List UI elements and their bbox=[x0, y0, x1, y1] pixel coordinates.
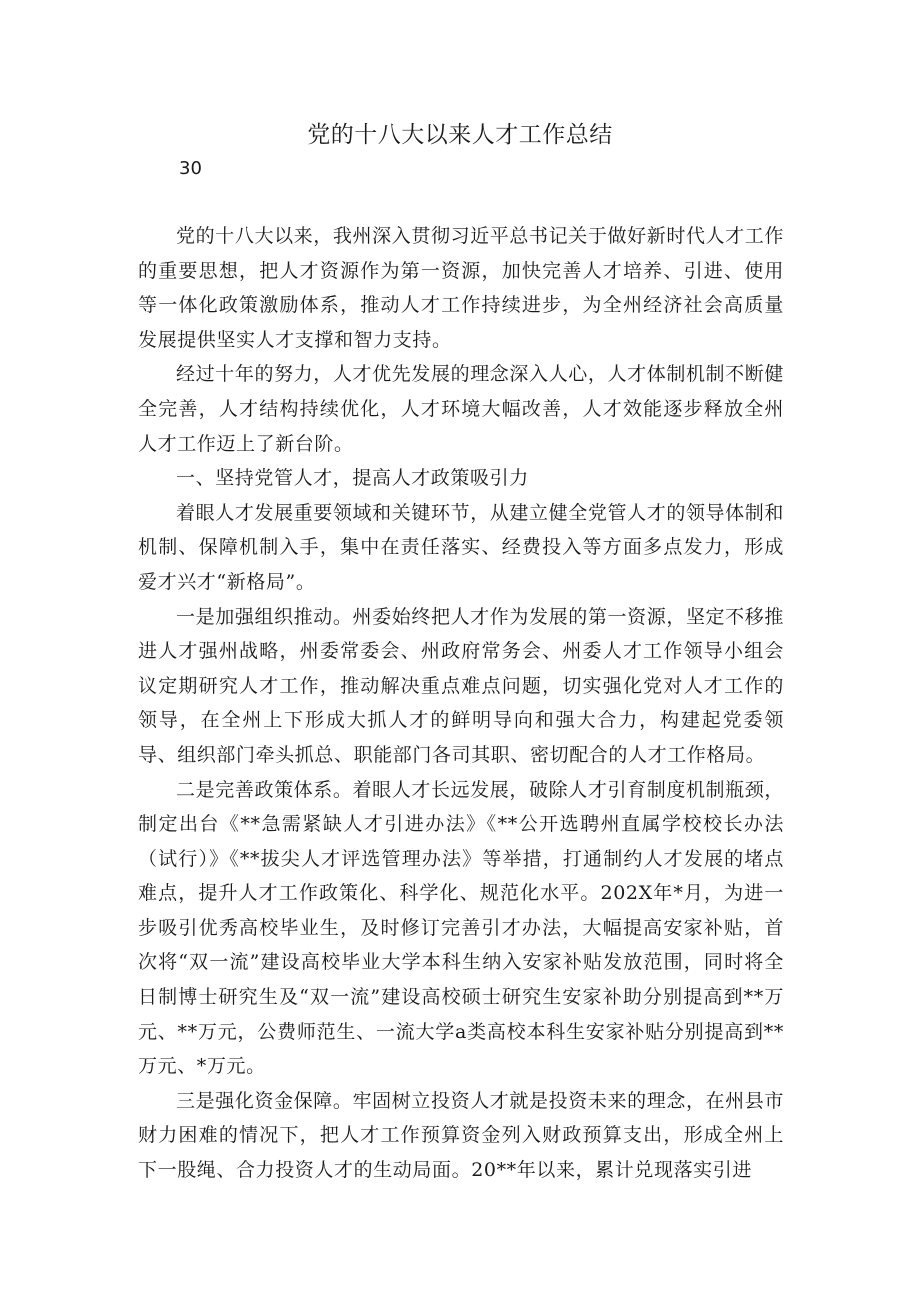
paragraph-organization: 一是加强组织推动。州委始终把人才作为发展的第一资源，坚定不移推进人才强州战略，州委常委会、州政府常务会、州委人才工作领导小组会议定期研究人才工作，推动解决重点难点问题，切实强化党对人才工作的领导，在全州上下形成大抓人才的鲜明导向和强大合力，构建起党委领导、组织部门牵头抓总、职能部门各司其职、密切配合的人才工作格局。 bbox=[138, 605, 784, 766]
paragraph-section-1-overview: 着眼人才发展重要领域和关键环节，从建立健全党管人才的领导体制和机制、保障机制入手，集中在责任落实、经费投入等方面多点发力，形成爱才兴才“新格局”。 bbox=[138, 501, 784, 593]
paragraph-intro: 党的十八大以来，我州深入贯彻习近平总书记关于做好新时代人才工作的重要思想，把人才资源作为第一资源，加快完善人才培养、引进、使用等一体化政策激励体系，推动人才工作持续进步，为全州经济社会高质量发展提供坚实人才支撑和智力支持。 bbox=[138, 225, 784, 351]
document-title: 党的十八大以来人才工作总结 bbox=[307, 122, 613, 148]
paragraph-summary: 经过十年的努力，人才优先发展的理念深入人心，人才体制机制不断健全完善，人才结构持续优化，人才环境大幅改善，人才效能逐步释放全州人才工作迈上了新台阶。 bbox=[138, 363, 784, 455]
paragraph-policy: 二是完善政策体系。着眼人才长远发展，破除人才引育制度机制瓶颈，制定出台《**急需紧缺人才引进办法》《**公开选聘州直属学校校长办法（试行）》《**拔尖人才评选管理办法》等举措，打通制约人才发展的堵点难点，提升人才工作政策化、科学化、规范化水平。202X年*月，为进一步吸引优秀高校毕业生，及时修订完善引才办法，大幅提高安家补贴，首次将“双一流”建设高校毕业大学本科生纳入安家补贴发放范围，同时将全日制博士研究生及“双一流”建设高校硕士研究生安家补助分别提高到**万元、**万元，公费师范生、一流大学a类高校本科生安家补贴分别提高到**万元、*万元。 bbox=[138, 778, 784, 1078]
document-number: 30 bbox=[179, 158, 202, 179]
paragraph-funding: 三是强化资金保障。牢固树立投资人才就是投资未来的理念，在州县市财力困难的情况下，把人才工作预算资金列入财政预算支出，形成全州上下一股绳、合力投资人才的生动局面。20**年以来，累计兑现落实引进 bbox=[138, 1089, 784, 1182]
document-body bbox=[138, 219, 784, 1188]
section-heading-1: 一、坚持党管人才，提高人才政策吸引力 bbox=[176, 467, 529, 490]
